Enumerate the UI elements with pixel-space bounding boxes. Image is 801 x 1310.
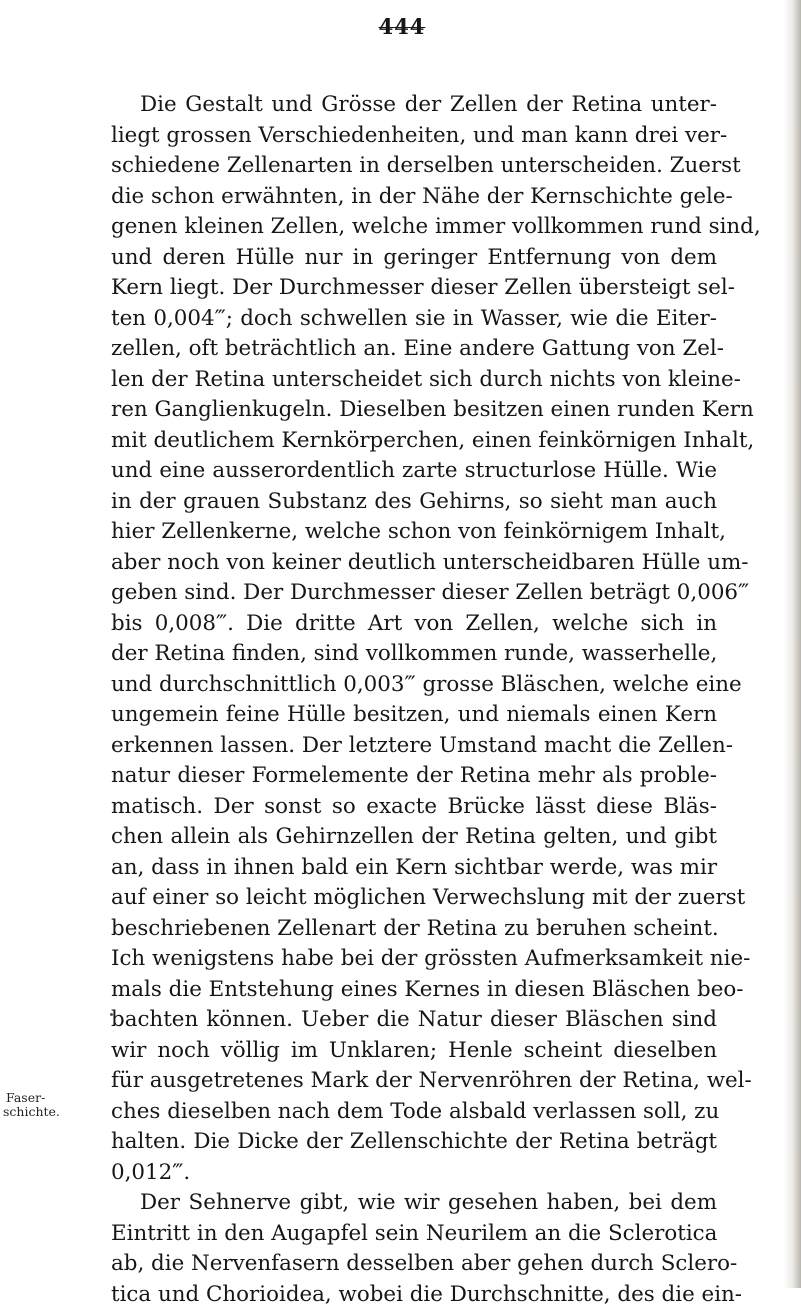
text-line: mit deutlichem Kernkörperchen, einen feinkörnigen Inhalt, [111, 426, 717, 457]
text-line: und durchschnittlich 0,003‴ grosse Bläschen, welche eine [111, 670, 717, 701]
text-line: wir noch völlig im Unklaren; Henle scheint dieselben [111, 1036, 717, 1067]
text-line: Kern liegt. Der Durchmesser dieser Zellen übersteigt sel- [111, 273, 717, 304]
text-line: genen kleinen Zellen, welche immer vollkommen rund sind, [111, 212, 717, 243]
text-line: auf einer so leicht möglichen Verwechslung mit der zuerst [111, 883, 717, 914]
text-line: ches dieselben nach dem Tode alsbald verlassen soll, zu [111, 1097, 717, 1128]
text-line: Ich wenigstens habe bei der grössten Aufmerksamkeit nie- [111, 944, 717, 975]
text-line: halten. Die Dicke der Zellenschichte der Retina beträgt [111, 1127, 717, 1158]
text-line: und deren Hülle nur in geringer Entfernung von dem [111, 243, 717, 274]
body-text [111, 90, 717, 1310]
text-line: natur dieser Formelemente der Retina mehr als proble- [111, 761, 717, 792]
text-line: 0,012‴. [111, 1158, 717, 1189]
text-line: tica und Chorioidea, wobei die Durchschnitte, des die ein- [111, 1280, 717, 1310]
text-line: hier Zellenkerne, welche schon von feinkörnigem Inhalt, [111, 517, 717, 548]
text-line: beschriebenen Zellenart der Retina zu beruhen scheint. [111, 914, 717, 945]
text-line: die schon erwähnten, in der Nähe der Kernschichte gele- [111, 182, 717, 213]
text-line: ten 0,004‴; doch schwellen sie in Wasser, wie die Eiter- [111, 304, 717, 335]
text-line: der Retina finden, sind vollkommen runde, wasserhelle, [111, 639, 717, 670]
page-edge-shadow [783, 0, 801, 1288]
text-line: len der Retina unterscheidet sich durch nichts von kleine- [111, 365, 717, 396]
text-line: ab, die Nervenfasern desselben aber gehen durch Sclero- [111, 1249, 717, 1280]
text-line: zellen, oft beträchtlich an. Eine andere Gattung von Zel- [111, 334, 717, 365]
margin-note-line: Faser- [6, 1091, 60, 1105]
text-line: in der grauen Substanz des Gehirns, so sieht man auch [111, 487, 717, 518]
text-line: geben sind. Der Durchmesser dieser Zellen beträgt 0,006‴ [111, 578, 717, 609]
margin-note [6, 1091, 60, 1119]
text-line: Die Gestalt und Grösse der Zellen der Retina unter- [111, 90, 717, 121]
page-number: 444 [372, 14, 432, 39]
text-line: aber noch von keiner deutlich unterscheidbaren Hülle um- [111, 548, 717, 579]
text-line: an, dass in ihnen bald ein Kern sichtbar werde, was mir [111, 853, 717, 884]
text-line: für ausgetretenes Mark der Nervenröhren der Retina, wel- [111, 1066, 717, 1097]
text-line: ungemein feine Hülle besitzen, und niemals einen Kern [111, 700, 717, 731]
text-line: Der Sehnerve gibt, wie wir gesehen haben, bei dem [111, 1188, 717, 1219]
text-line: liegt grossen Verschiedenheiten, und man kann drei ver- [111, 121, 717, 152]
text-line: mals die Entstehung eines Kernes in diesen Bläschen beo- [111, 975, 717, 1006]
text-line: matisch. Der sonst so exacte Brücke lässt diese Bläs- [111, 792, 717, 823]
margin-note-line: schichte. [3, 1105, 60, 1119]
text-line: Eintritt in den Augapfel sein Neurilem an die Sclerotica [111, 1219, 717, 1250]
text-line: schiedene Zellenarten in derselben unterscheiden. Zuerst [111, 151, 717, 182]
text-line: bachten können. Ueber die Natur dieser Bläschen sind [111, 1005, 717, 1036]
text-line: bis 0,008‴. Die dritte Art von Zellen, welche sich in [111, 609, 717, 640]
text-line: chen allein als Gehirnzellen der Retina gelten, und gibt [111, 822, 717, 853]
text-line: ren Ganglienkugeln. Dieselben besitzen einen runden Kern [111, 395, 717, 426]
text-line: erkennen lassen. Der letztere Umstand macht die Zellen- [111, 731, 717, 762]
text-line: und eine ausserordentlich zarte structurlose Hülle. Wie [111, 456, 717, 487]
